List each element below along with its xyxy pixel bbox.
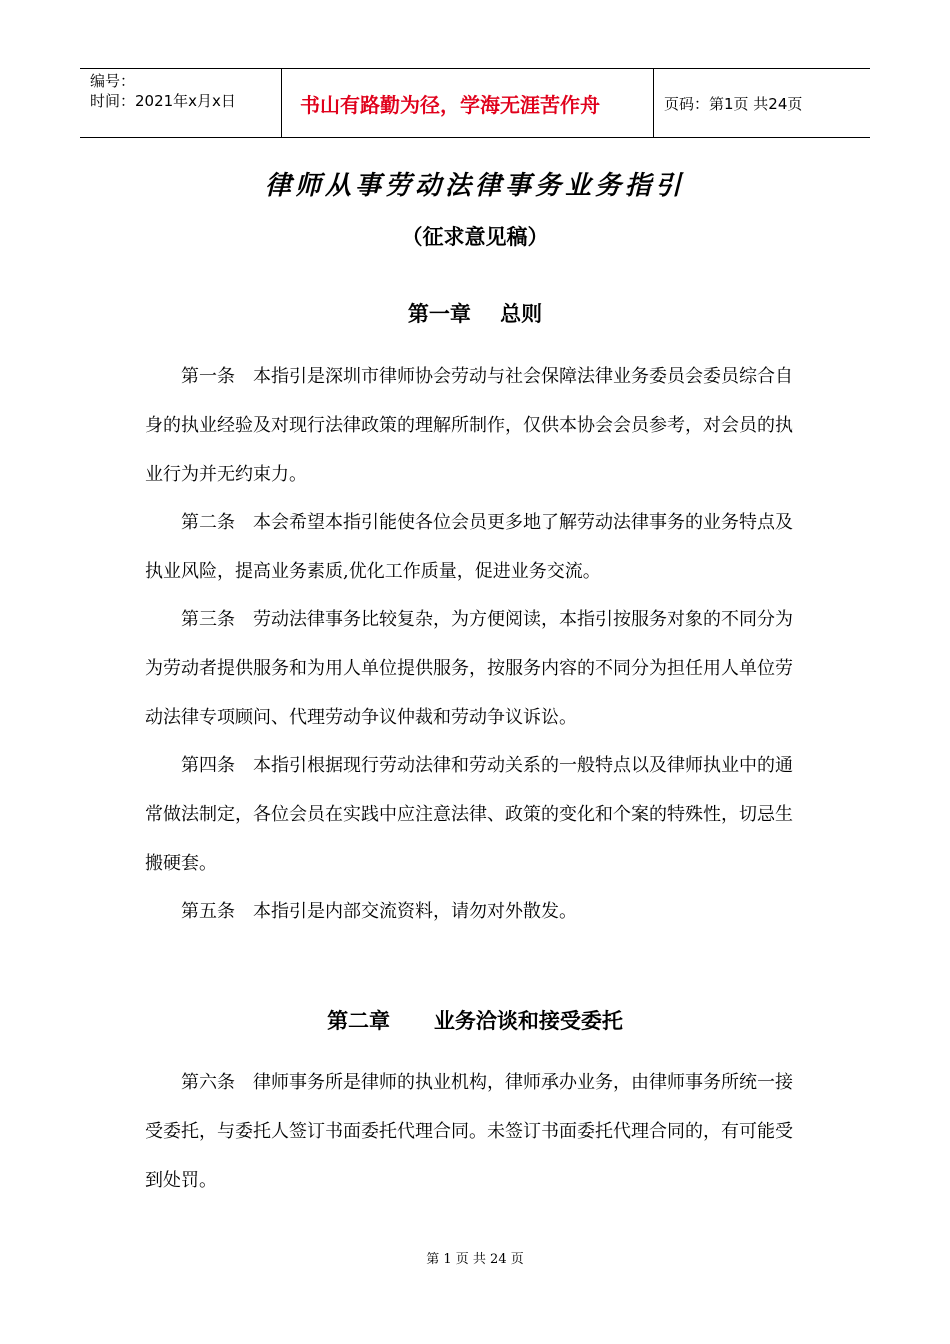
number-label: 编号： xyxy=(90,72,136,90)
chapter-heading: 第二章 业务洽谈和接受委托 xyxy=(327,1009,623,1033)
time-label: 时间：2021年x月x日 xyxy=(90,92,236,110)
chapter-heading: 第一章 总则 xyxy=(407,302,543,326)
header-meta xyxy=(80,69,281,137)
document-title: 律师从事劳动法律事务业务指引 xyxy=(264,171,685,201)
article-paragraph xyxy=(145,741,810,888)
article-text: 本指引是内部交流资料，请勿对外散发。 xyxy=(253,901,577,922)
article-paragraph xyxy=(145,498,810,596)
article-number: 第四条 xyxy=(181,755,235,776)
article-text: 律师事务所是律师的执业机构，律师承办业务，由律师事务所统一接受委托，与委托人签订书面委托代理合同。未签订书面委托代理合同的，有可能受到处罚。 xyxy=(145,1072,793,1191)
document-header xyxy=(80,68,870,138)
article-text: 本指引根据现行劳动法律和劳动关系的一般特点以及律师执业中的通常做法制定，各位会员在实践中应注意法律、政策的变化和个案的特殊性，切忌生搬硬套。 xyxy=(145,755,793,874)
article-number: 第二条 xyxy=(181,512,235,533)
article-number: 第一条 xyxy=(181,366,235,387)
page-footer: 第 1 页 共 24 页 xyxy=(426,1252,524,1267)
article-number: 第六条 xyxy=(181,1072,235,1093)
article-text: 劳动法律事务比较复杂，为方便阅读，本指引按服务对象的不同分为为劳动者提供服务和为用人单位提供服务，按服务内容的不同分为担任用人单位劳动法律专项顾问、代理劳动争议仲裁和劳动争议诉讼。 xyxy=(145,609,793,728)
article-paragraph xyxy=(145,352,810,499)
article-paragraph xyxy=(145,887,810,936)
article-text: 本指引是深圳市律师协会劳动与社会保障法律业务委员会委员综合自身的执业经验及对现行法律政策的理解所制作，仅供本协会会员参考，对会员的执业行为并无约束力。 xyxy=(145,366,793,485)
document-subtitle: （征求意见稿） xyxy=(401,225,549,249)
article-number: 第五条 xyxy=(181,901,235,922)
article-paragraph xyxy=(145,1058,810,1205)
article-text: 本会希望本指引能使各位会员更多地了解劳动法律事务的业务特点及执业风险，提高业务素质,优化工作质量，促进业务交流。 xyxy=(145,512,793,582)
article-number: 第三条 xyxy=(181,609,235,630)
header-page-info: 页码：第1页 共24页 xyxy=(664,94,803,113)
header-motto: 书山有路勤为径，学海无涯苦作舟 xyxy=(281,69,654,137)
article-paragraph xyxy=(145,595,810,742)
